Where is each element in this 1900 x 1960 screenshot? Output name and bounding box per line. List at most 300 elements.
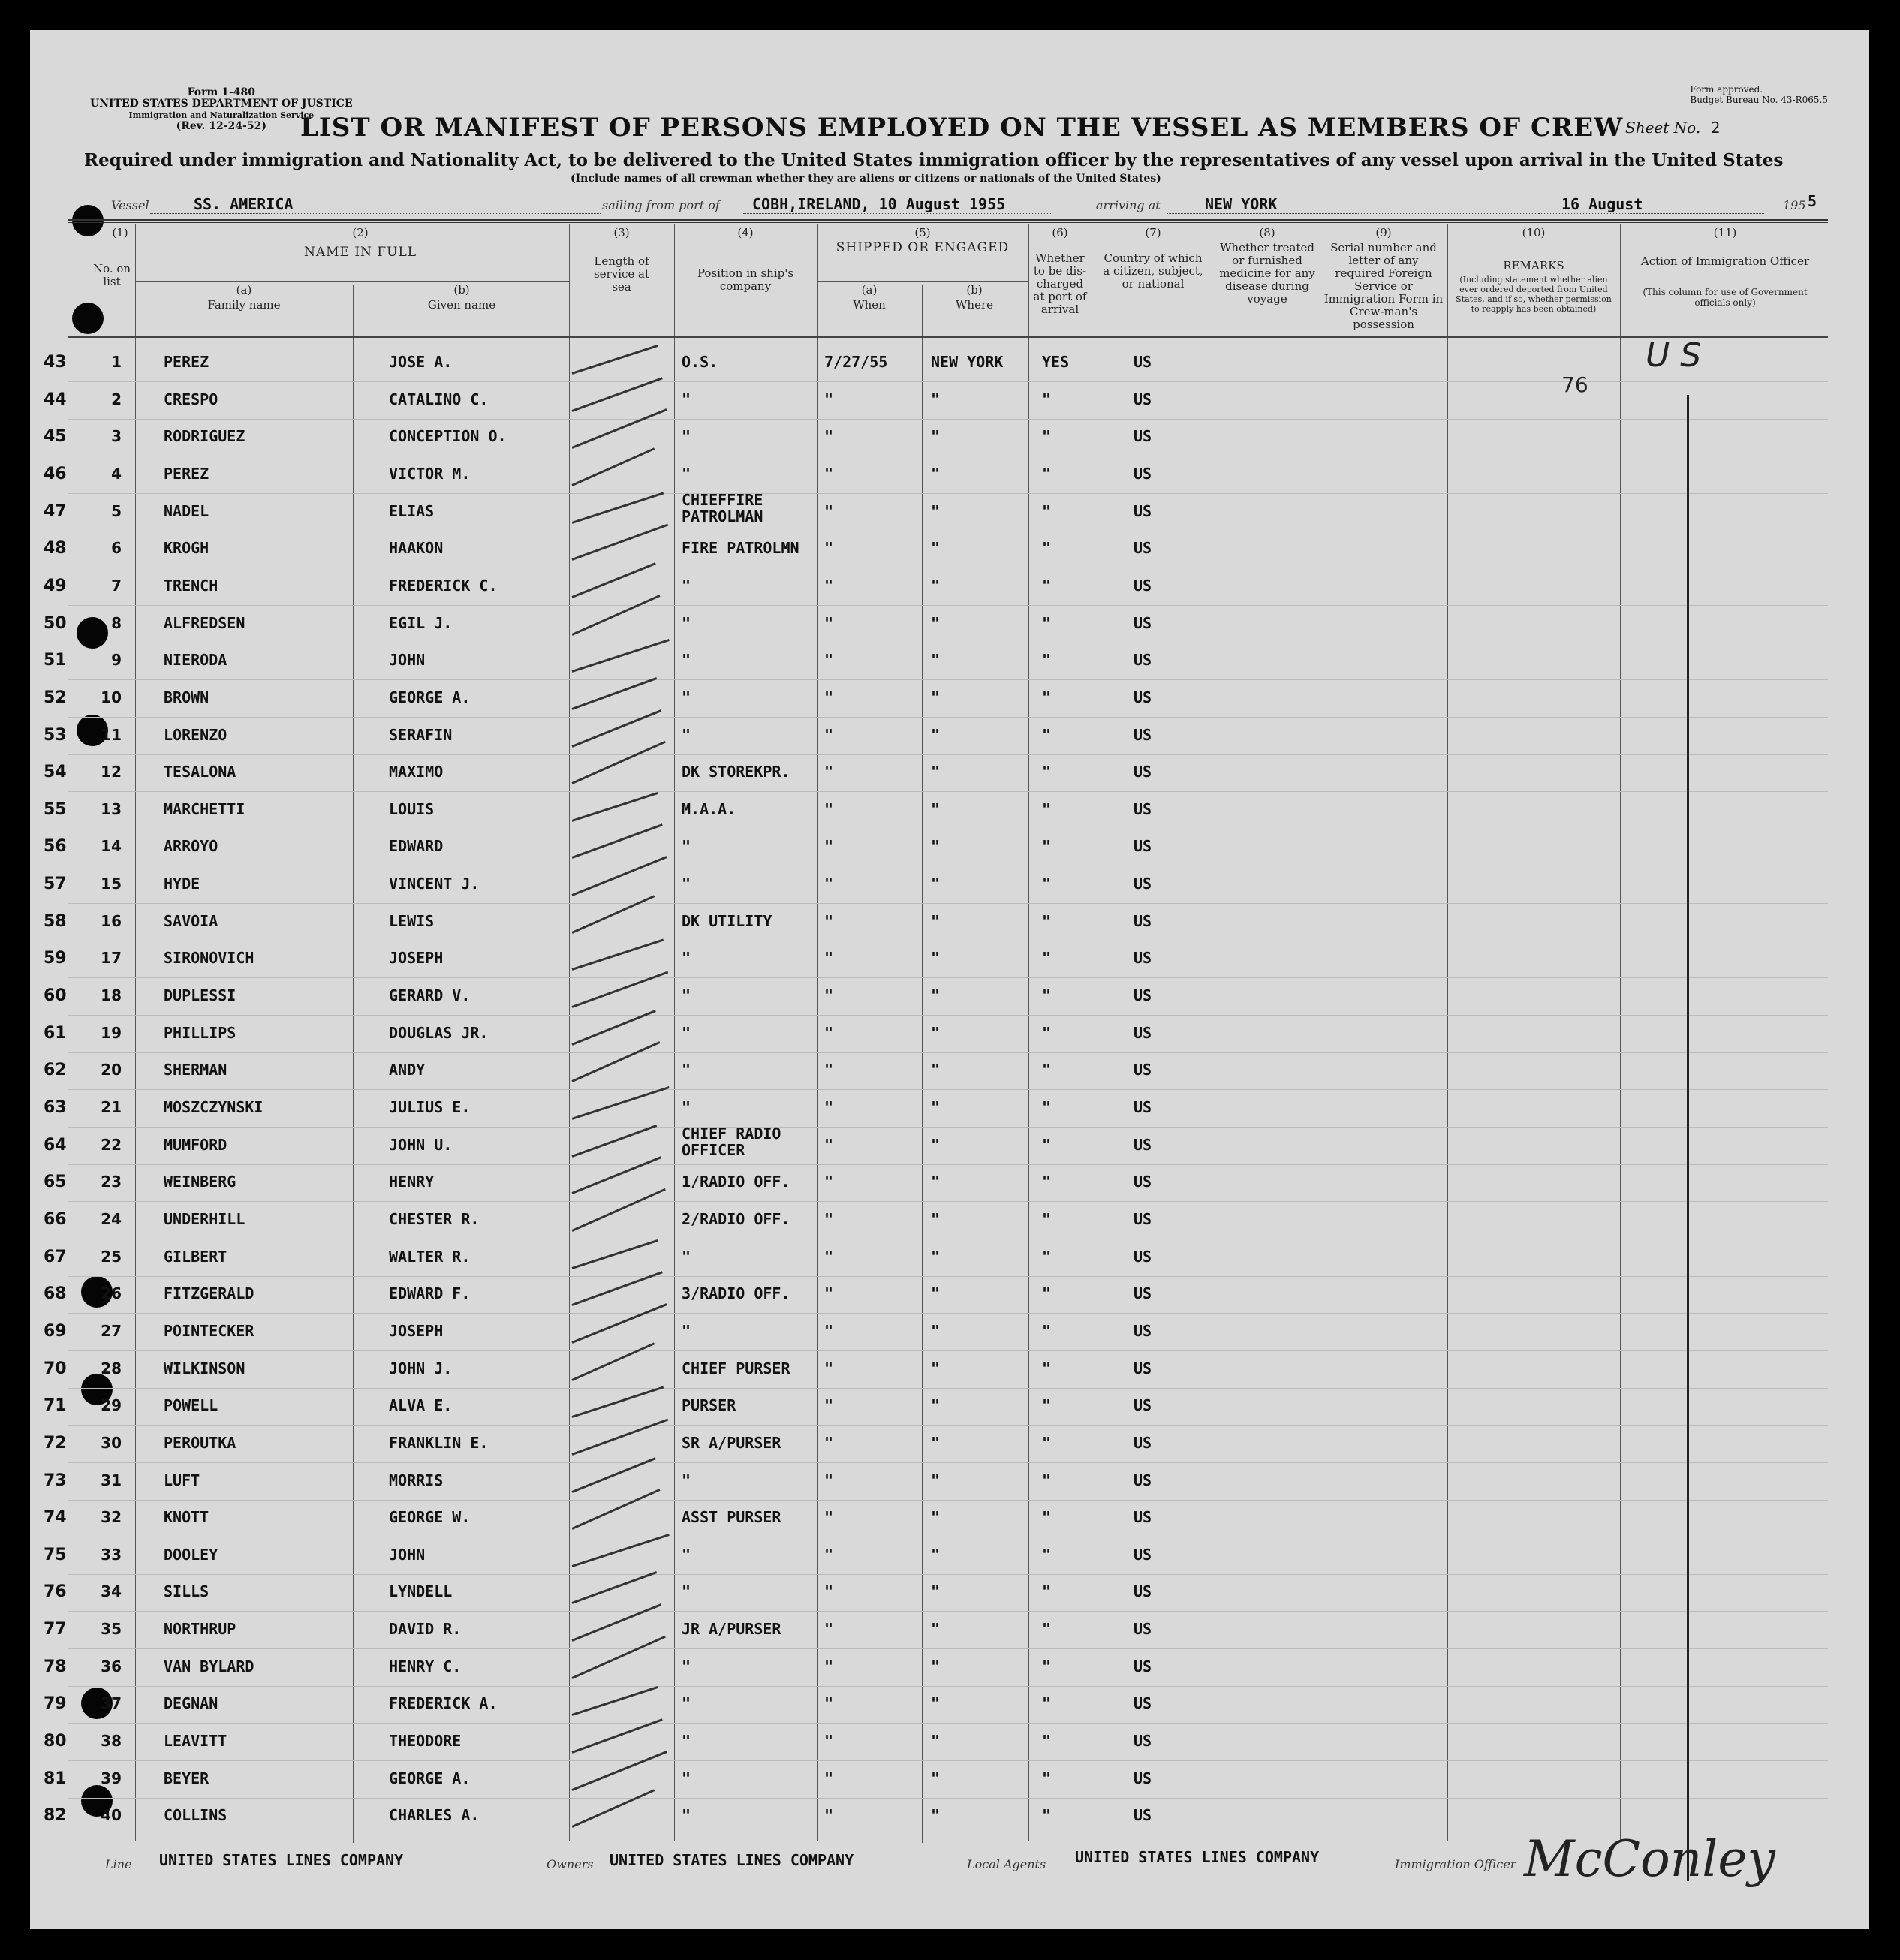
cell-given: JOHN J. [389, 1359, 453, 1377]
cell-country: US [1134, 1508, 1152, 1527]
cell-country: US [1134, 1023, 1152, 1042]
col-5-number: (5) [914, 226, 931, 239]
cell-no: 22 [101, 1135, 122, 1154]
cell-discharge: " [1042, 1620, 1052, 1639]
cell-country: US [1134, 1209, 1152, 1228]
cell-seq: 60 [44, 986, 67, 1006]
cell-seq: 82 [44, 1806, 67, 1826]
cell-discharge: " [1042, 1732, 1052, 1751]
vessel-label: Vessel [111, 198, 149, 212]
cell-when: " [824, 1545, 834, 1564]
cell-family: HYDE [164, 875, 200, 893]
cell-position: " [682, 390, 691, 408]
cell-country: US [1134, 799, 1152, 818]
cell-no: 2 [111, 390, 122, 408]
cell-given: CONCEPTION O. [389, 427, 507, 446]
cell-where: " [931, 1023, 941, 1042]
cell-when: " [824, 1396, 834, 1415]
service-stroke [572, 1534, 670, 1567]
cell-where: " [931, 1806, 941, 1825]
col-11-number: (11) [1713, 226, 1737, 239]
cell-where: " [931, 949, 941, 968]
col-1-number: (1) [112, 226, 128, 239]
cell-seq: 79 [44, 1694, 67, 1714]
col-7-number: (7) [1145, 226, 1161, 239]
cell-family: SILLS [164, 1582, 209, 1601]
cell-country: US [1134, 837, 1152, 856]
cell-family: NIERODA [164, 651, 227, 670]
service-stroke [572, 1239, 658, 1269]
cell-country: US [1134, 1582, 1152, 1601]
cell-family: MOSZCZYNSKI [164, 1098, 263, 1116]
cell-given: LEWIS [389, 911, 435, 930]
service-stroke [571, 1751, 667, 1791]
remark-number: 76 [1561, 372, 1588, 397]
service-stroke [571, 741, 665, 784]
service-stroke [572, 1386, 664, 1418]
cell-position: " [682, 1321, 691, 1340]
cell-no: 4 [111, 464, 122, 483]
cell-given: HENRY [389, 1173, 435, 1191]
cell-when: " [824, 1135, 834, 1154]
col-4-header: Position in ship's company [697, 266, 794, 293]
officer-mark: U S [1646, 336, 1702, 375]
cell-position: " [682, 1023, 691, 1042]
service-stroke [571, 408, 667, 449]
service-stroke [572, 939, 664, 971]
cell-when: " [824, 1582, 834, 1601]
cell-discharge: " [1042, 763, 1052, 781]
service-stroke [571, 1603, 661, 1642]
cell-country: US [1134, 651, 1152, 670]
col-11-note: (This column for use of Government officials only) [1643, 287, 1808, 308]
cell-discharge: " [1042, 1023, 1052, 1042]
cell-position: " [682, 688, 691, 706]
service-stroke [571, 1303, 667, 1344]
line-label: Line [105, 1857, 132, 1871]
cell-family: RODRIGUEZ [164, 427, 245, 446]
cell-seq: 80 [44, 1732, 67, 1751]
cell-given: JULIUS E. [389, 1098, 471, 1116]
col-1-header: No. on list [92, 262, 131, 288]
cell-position: DK STOREKPR. [682, 763, 790, 781]
cell-discharge: " [1042, 1173, 1052, 1191]
manifest-title: LIST OR MANIFEST OF PERSONS EMPLOYED ON THE VESSEL AS MEMBERS OF CREW [300, 113, 1624, 143]
col-3-number: (3) [613, 226, 630, 239]
col-5a-header: When [853, 298, 886, 312]
cell-where: " [931, 1769, 941, 1787]
cell-where: " [931, 986, 941, 1005]
form-approval [1690, 84, 1828, 105]
form-number: Form 1-480 [187, 86, 255, 98]
cell-family: TESALONA [164, 763, 236, 781]
cell-position: CHIEF RADIO OFFICER [682, 1124, 781, 1159]
cell-country: US [1134, 1396, 1152, 1415]
cell-no: 9 [111, 651, 122, 670]
sheet-number-value: 2 [1711, 119, 1721, 137]
cell-family: LEAVITT [164, 1732, 227, 1751]
cell-seq: 56 [44, 837, 67, 857]
cell-family: SHERMAN [164, 1061, 227, 1079]
cell-given: JOSEPH [389, 1321, 444, 1340]
service-stroke [572, 792, 658, 822]
cell-discharge: " [1042, 1769, 1052, 1787]
cell-family: NADEL [164, 501, 209, 520]
cell-when: " [824, 1508, 834, 1527]
approval-text: Form approved. [1690, 84, 1763, 95]
cell-seq: 64 [44, 1135, 67, 1155]
cell-discharge: " [1042, 799, 1052, 818]
cell-country: US [1134, 1173, 1152, 1191]
cell-when: " [824, 1023, 834, 1042]
cell-family: WILKINSON [164, 1359, 245, 1377]
department-name: UNITED STATES DEPARTMENT OF JUSTICE [90, 98, 353, 110]
cell-family: POINTECKER [164, 1321, 254, 1340]
cell-where: " [931, 1061, 941, 1079]
cell-given: GERARD V. [389, 986, 471, 1005]
service-stroke [571, 1156, 661, 1194]
cell-position: " [682, 1545, 691, 1564]
cell-where: " [931, 1620, 941, 1639]
cell-seq: 66 [44, 1209, 67, 1229]
col-9-header: Serial number and letter of any required Foreign Service or Immigration Form in Crew-man's possession [1323, 241, 1444, 331]
cell-family: MARCHETTI [164, 799, 245, 818]
col-2a-header: Family name [207, 298, 281, 312]
cell-family: BEYER [164, 1769, 209, 1787]
service-stroke [571, 1489, 660, 1530]
cell-given: HAAKON [389, 539, 444, 558]
service-stroke [571, 1041, 660, 1082]
cell-no: 8 [111, 613, 122, 632]
manifest-subtitle: Required under immigration and Nationality Act, to be delivered to the United States immigration officer by the representatives of any vessel upon arrival in the United States [84, 150, 1784, 170]
cell-position: " [682, 464, 691, 483]
cell-no: 38 [101, 1732, 122, 1751]
cell-seq: 61 [44, 1023, 67, 1043]
cell-discharge: " [1042, 1061, 1052, 1079]
cell-no: 7 [111, 576, 122, 595]
cell-position: O.S. [682, 353, 718, 371]
cell-given: EDWARD [389, 837, 444, 856]
cell-where: " [931, 725, 941, 744]
cell-when: " [824, 837, 834, 856]
sailing-label: sailing from port of [602, 198, 720, 212]
cell-where: " [931, 1321, 941, 1340]
manifest-footer [30, 1830, 1869, 1890]
cell-position: " [682, 837, 691, 856]
cell-seq: 78 [44, 1657, 67, 1676]
cell-no: 13 [101, 799, 122, 818]
cell-discharge: " [1042, 837, 1052, 856]
cell-when: " [824, 949, 834, 968]
cell-seq: 46 [44, 464, 67, 483]
cell-family: PEREZ [164, 353, 209, 371]
cell-seq: 65 [44, 1173, 67, 1192]
cell-given: FREDERICK A. [389, 1694, 498, 1713]
cell-when: 7/27/55 [824, 353, 888, 371]
year-suffix: 5 [1808, 192, 1817, 210]
col-8-number: (8) [1259, 226, 1275, 239]
cell-family: UNDERHILL [164, 1209, 245, 1228]
col-3-header: Length of service at sea [593, 254, 650, 294]
cell-given: GEORGE W. [389, 1508, 471, 1527]
cell-no: 28 [101, 1359, 122, 1377]
cell-position: " [682, 651, 691, 670]
cell-family: GILBERT [164, 1247, 227, 1266]
cell-given: FRANKLIN E. [389, 1433, 489, 1452]
cell-discharge: " [1042, 539, 1052, 558]
cell-when: " [824, 501, 834, 520]
cell-no: 17 [101, 949, 122, 968]
cell-where: " [931, 1209, 941, 1228]
cell-seq: 57 [44, 875, 67, 894]
cell-where: " [931, 1247, 941, 1266]
cell-when: " [824, 1471, 834, 1489]
cell-country: US [1134, 1694, 1152, 1713]
col-6-header: Whether to be dis-charged at port of arrival [1033, 251, 1087, 316]
cell-where: " [931, 1657, 941, 1675]
cell-seq: 71 [44, 1396, 67, 1416]
cell-discharge: " [1042, 986, 1052, 1005]
cell-position: " [682, 986, 691, 1005]
cell-family: SIRONOVICH [164, 949, 254, 968]
cell-country: US [1134, 1135, 1152, 1154]
cell-where: " [931, 1582, 941, 1601]
cell-when: " [824, 1061, 834, 1079]
cell-country: US [1134, 1471, 1152, 1489]
cell-family: LORENZO [164, 725, 227, 744]
cell-family: DEGNAN [164, 1694, 218, 1713]
cell-where: " [931, 875, 941, 893]
col-2b-number: (b) [453, 283, 470, 297]
cell-country: US [1134, 427, 1152, 446]
cell-no: 20 [101, 1061, 122, 1079]
cell-discharge: " [1042, 1098, 1052, 1116]
cell-where: " [931, 613, 941, 632]
cell-when: " [824, 986, 834, 1005]
service-stroke [572, 639, 670, 673]
service-stroke [571, 1125, 657, 1158]
cell-no: 23 [101, 1173, 122, 1191]
cell-country: US [1134, 539, 1152, 558]
cell-country: US [1134, 1657, 1152, 1675]
cell-no: 24 [101, 1209, 122, 1228]
cell-discharge: " [1042, 1694, 1052, 1713]
cell-position: PURSER [682, 1396, 736, 1415]
cell-seq: 58 [44, 911, 67, 931]
cell-when: " [824, 688, 834, 706]
line-name: UNITED STATES LINES COMPANY [159, 1851, 404, 1869]
cell-given: GEORGE A. [389, 1769, 471, 1787]
cell-position: " [682, 875, 691, 893]
cell-given: FREDERICK C. [389, 576, 498, 595]
cell-seq: 76 [44, 1582, 67, 1602]
vessel-name: SS. AMERICA [194, 195, 294, 213]
col-2a-number: (a) [236, 283, 252, 297]
cell-no: 36 [101, 1657, 122, 1675]
cell-given: DOUGLAS JR. [389, 1023, 489, 1042]
cell-no: 14 [101, 837, 122, 856]
cell-position: " [682, 949, 691, 968]
cell-seq: 59 [44, 949, 67, 968]
cell-position: " [682, 1694, 691, 1713]
cell-when: " [824, 651, 834, 670]
cell-given: CATALINO C. [389, 390, 489, 408]
cell-when: " [824, 1657, 834, 1675]
cell-where: " [931, 576, 941, 595]
cell-no: 34 [101, 1582, 122, 1601]
col-2b-header: Given name [427, 298, 496, 312]
cell-position: FIRE PATROLMN [682, 539, 799, 558]
cell-where: " [931, 1098, 941, 1116]
sheet-number [1625, 119, 1720, 137]
cell-position: " [682, 576, 691, 595]
year-prefix: 195 [1783, 198, 1806, 212]
col-8-header: Whether treated or furnished medicine for any disease during voyage [1219, 241, 1315, 306]
cell-when: " [824, 875, 834, 893]
cell-country: US [1134, 1620, 1152, 1639]
cell-when: " [824, 1173, 834, 1191]
service-stroke [572, 1686, 658, 1716]
cell-when: " [824, 1209, 834, 1228]
cell-position: 1/RADIO OFF. [682, 1173, 790, 1191]
cell-given: ANDY [389, 1061, 426, 1079]
cell-position: JR A/PURSER [682, 1620, 781, 1639]
cell-country: US [1134, 986, 1152, 1005]
cell-no: 30 [101, 1433, 122, 1452]
cell-seq: 63 [44, 1098, 67, 1117]
cell-given: JOSE A. [389, 353, 453, 371]
cell-where: " [931, 1396, 941, 1415]
cell-no: 15 [101, 875, 122, 893]
cell-given: CHESTER R. [389, 1209, 480, 1228]
cell-discharge: " [1042, 1284, 1052, 1303]
col-2-header: NAME IN FULL [303, 245, 417, 260]
cell-position: " [682, 725, 691, 744]
cell-seq: 49 [44, 576, 67, 595]
cell-given: WALTER R. [389, 1247, 471, 1266]
cell-where: " [931, 651, 941, 670]
cell-no: 32 [101, 1508, 122, 1527]
cell-given: ALVA E. [389, 1396, 453, 1415]
cell-family: DOOLEY [164, 1545, 218, 1564]
cell-discharge: " [1042, 1508, 1052, 1527]
cell-given: MAXIMO [389, 763, 444, 781]
service-stroke [572, 492, 664, 523]
cell-no: 3 [111, 427, 122, 446]
cell-given: JOSEPH [389, 949, 444, 968]
cell-position: " [682, 1061, 691, 1079]
cell-no: 21 [101, 1098, 122, 1116]
cell-discharge: " [1042, 1396, 1052, 1415]
cell-no: 25 [101, 1247, 122, 1266]
cell-given: VICTOR M. [389, 464, 471, 483]
service-stroke [571, 1342, 655, 1381]
cell-country: US [1134, 1284, 1152, 1303]
cell-family: CRESPO [164, 390, 218, 408]
cell-when: " [824, 1732, 834, 1751]
cell-country: US [1134, 763, 1152, 781]
service-stroke [571, 1790, 655, 1829]
cell-country: US [1134, 576, 1152, 595]
service-stroke [571, 895, 655, 934]
cell-seq: 50 [44, 613, 67, 633]
cell-when: " [824, 763, 834, 781]
cell-position: " [682, 613, 691, 632]
cell-when: " [824, 1321, 834, 1340]
punch-hole [72, 303, 104, 334]
cell-given: JOHN U. [389, 1135, 453, 1154]
col-10-header: REMARKS [1503, 259, 1564, 272]
cell-discharge: " [1042, 1359, 1052, 1377]
cell-no: 19 [101, 1023, 122, 1042]
cell-when: " [824, 1806, 834, 1825]
cell-no: 27 [101, 1321, 122, 1340]
cell-when: " [824, 911, 834, 930]
cell-family: ARROYO [164, 837, 218, 856]
cell-position: M.A.A. [682, 799, 736, 818]
cell-discharge: " [1042, 427, 1052, 446]
sailing-from: COBH,IRELAND, 10 August 1955 [752, 195, 1006, 213]
service-stroke [571, 447, 655, 486]
cell-position: 2/RADIO OFF. [682, 1209, 790, 1228]
cell-position: " [682, 1582, 691, 1601]
cell-when: " [824, 390, 834, 408]
cell-family: TRENCH [164, 576, 218, 595]
cell-discharge: " [1042, 688, 1052, 706]
cell-given: DAVID R. [389, 1620, 462, 1639]
cell-discharge: " [1042, 1545, 1052, 1564]
cell-family: VAN BYLARD [164, 1657, 254, 1675]
cell-position: 3/RADIO OFF. [682, 1284, 790, 1303]
cell-no: 35 [101, 1620, 122, 1639]
cell-given: CHARLES A. [389, 1806, 480, 1825]
cell-when: " [824, 1359, 834, 1377]
cell-seq: 44 [44, 390, 67, 409]
cell-seq: 52 [44, 688, 67, 707]
cell-discharge: " [1042, 1657, 1052, 1675]
col-10-note: (Including statement whether alien ever ordered deported from United States, and if so, whether permission to reapply has been obtained) [1456, 275, 1612, 314]
cell-discharge: " [1042, 1582, 1052, 1601]
cell-given: SERAFIN [389, 725, 453, 744]
cell-no: 12 [101, 763, 122, 781]
voyage-line [30, 186, 1869, 216]
col-9-number: (9) [1375, 226, 1392, 239]
cell-where: " [931, 837, 941, 856]
cell-discharge: " [1042, 1806, 1052, 1825]
cell-country: US [1134, 390, 1152, 408]
cell-discharge: " [1042, 390, 1052, 408]
cell-no: 37 [101, 1694, 122, 1713]
owners-label: Owners [547, 1857, 594, 1871]
cell-family: FITZGERALD [164, 1284, 254, 1303]
cell-position: " [682, 1732, 691, 1751]
cell-when: " [824, 539, 834, 558]
cell-country: US [1134, 911, 1152, 930]
cell-discharge: " [1042, 1247, 1052, 1266]
manifest-sheet [30, 30, 1869, 1929]
cell-given: VINCENT J. [389, 875, 480, 893]
cell-when: " [824, 1769, 834, 1787]
cell-where: " [931, 799, 941, 818]
service-stroke [571, 1636, 665, 1679]
service-stroke [571, 709, 661, 748]
cell-position: " [682, 427, 691, 446]
cell-country: US [1134, 725, 1152, 744]
cell-where: " [931, 539, 941, 558]
cell-discharge: " [1042, 501, 1052, 520]
cell-where: " [931, 1471, 941, 1489]
cell-family: COLLINS [164, 1806, 227, 1825]
